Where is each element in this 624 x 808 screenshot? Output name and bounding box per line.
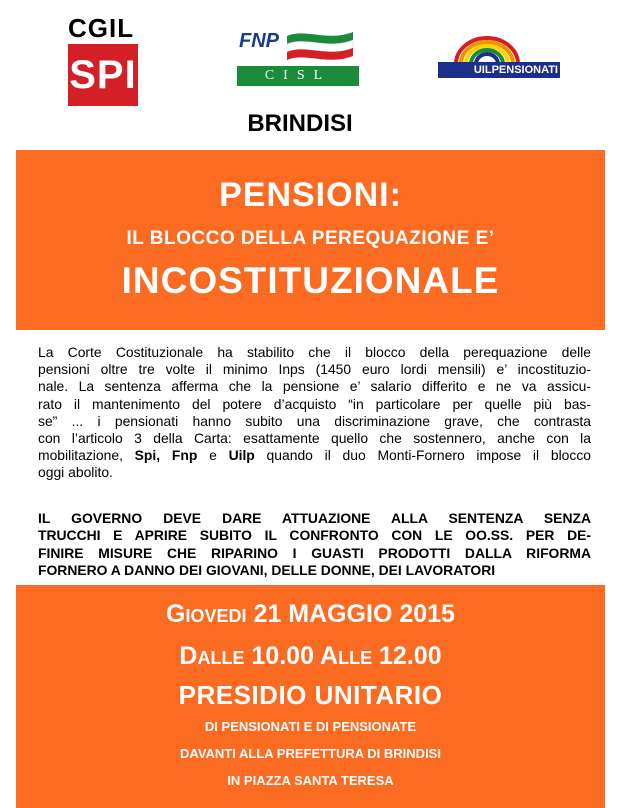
demand-paragraph [38, 510, 591, 580]
uilp-bold: Uilp [228, 447, 255, 464]
event-from-initial: D [179, 642, 198, 670]
event-day-rest: IOVEDI [185, 606, 247, 626]
flag-waves-icon [283, 28, 355, 64]
body-paragraph [38, 344, 591, 482]
fnp-bold: Fnp [171, 447, 198, 464]
body-line: rato il mantenimento del potere d’acquisto “in particolare per quelle più bas- [38, 395, 591, 412]
event-date [16, 600, 605, 629]
event-square: IN PIAZZA SANTA TERESA [227, 773, 394, 788]
city-title: BRINDISI [247, 110, 353, 137]
body-line [38, 447, 591, 464]
body-line: La Corte Costituzionale ha stabilito che il blocco della perequazione delle [38, 344, 591, 360]
event-location: DAVANTI ALLA PREFETTURA DI BRINDISI [180, 746, 441, 761]
body-text-span: mobilitazione, [38, 447, 135, 464]
event-from-time: 10.00 [251, 642, 314, 670]
cisl-logo-bar: CISL [237, 66, 359, 86]
demand-line: TRUCCHI E APRIRE SUBITO IL CONFRONTO CON LE OO.SS. PER DE- [38, 527, 591, 544]
body-line: con l’articolo 3 della Carta: esattamente quello che sostennero, anche con la [38, 430, 591, 447]
event-from-rest: ALLE [197, 648, 245, 668]
headline-subtitle: IL BLOCCO DELLA PEREQUAZIONE E’ [126, 228, 495, 249]
body-text-span: e [197, 447, 229, 464]
fnp-cisl-logo [237, 28, 359, 88]
body-line: nale. La sentenza afferma che la pensione e’ salario differito e ne va assicu- [38, 378, 591, 395]
spi-logo-box: SPI [68, 44, 138, 106]
event-time [16, 642, 605, 671]
event-participants: DI PENSIONATI E DI PENSIONATE [204, 719, 417, 734]
body-text-span [160, 447, 172, 463]
fnp-logo-text: FNP [239, 30, 279, 52]
event-presidio: PRESIDIO UNITARIO [178, 680, 443, 710]
event-to-initial: A [320, 642, 339, 670]
uil-pensionati-logo [438, 36, 562, 84]
event-to-time: 12.00 [379, 642, 442, 670]
body-line: oggi abolito. [38, 464, 113, 481]
spi-bold: Spi, [134, 447, 161, 464]
body-line: se” ... i pensionati hanno subito una discriminazione grave, che contrasta [38, 412, 591, 429]
body-text-span: quando il duo Monti-Fornero impose il blocco [254, 447, 591, 464]
demand-line: FINIRE MISURE CHE RIPARINO I GUASTI PRODOTTI DALLA RIFORMA [38, 544, 591, 561]
demand-line: IL GOVERNO DEVE DARE ATTUAZIONE ALLA SENTENZA SENZA [38, 510, 591, 526]
body-line: pensioni oltre tre volte il minimo Inps (1450 euro lordi mensili) e’ incostituzio- [38, 361, 591, 378]
headline-incostituzionale: INCOSTITUZIONALE [121, 260, 500, 301]
event-day-initial: G [166, 600, 186, 628]
headline-pensioni: PENSIONI: [219, 176, 402, 214]
cgil-spi-logo [68, 14, 138, 108]
uil-pensionati-bar: UILPENSIONATI [438, 62, 560, 78]
event-to-rest: LLE [338, 648, 373, 668]
event-date-value: 21 MAGGIO 2015 [253, 600, 455, 628]
demand-line: FORNERO A DANNO DEI GIOVANI, DELLE DONNE, DEI LAVORATORI [38, 562, 496, 579]
cgil-logo-text: CGIL [68, 13, 135, 43]
